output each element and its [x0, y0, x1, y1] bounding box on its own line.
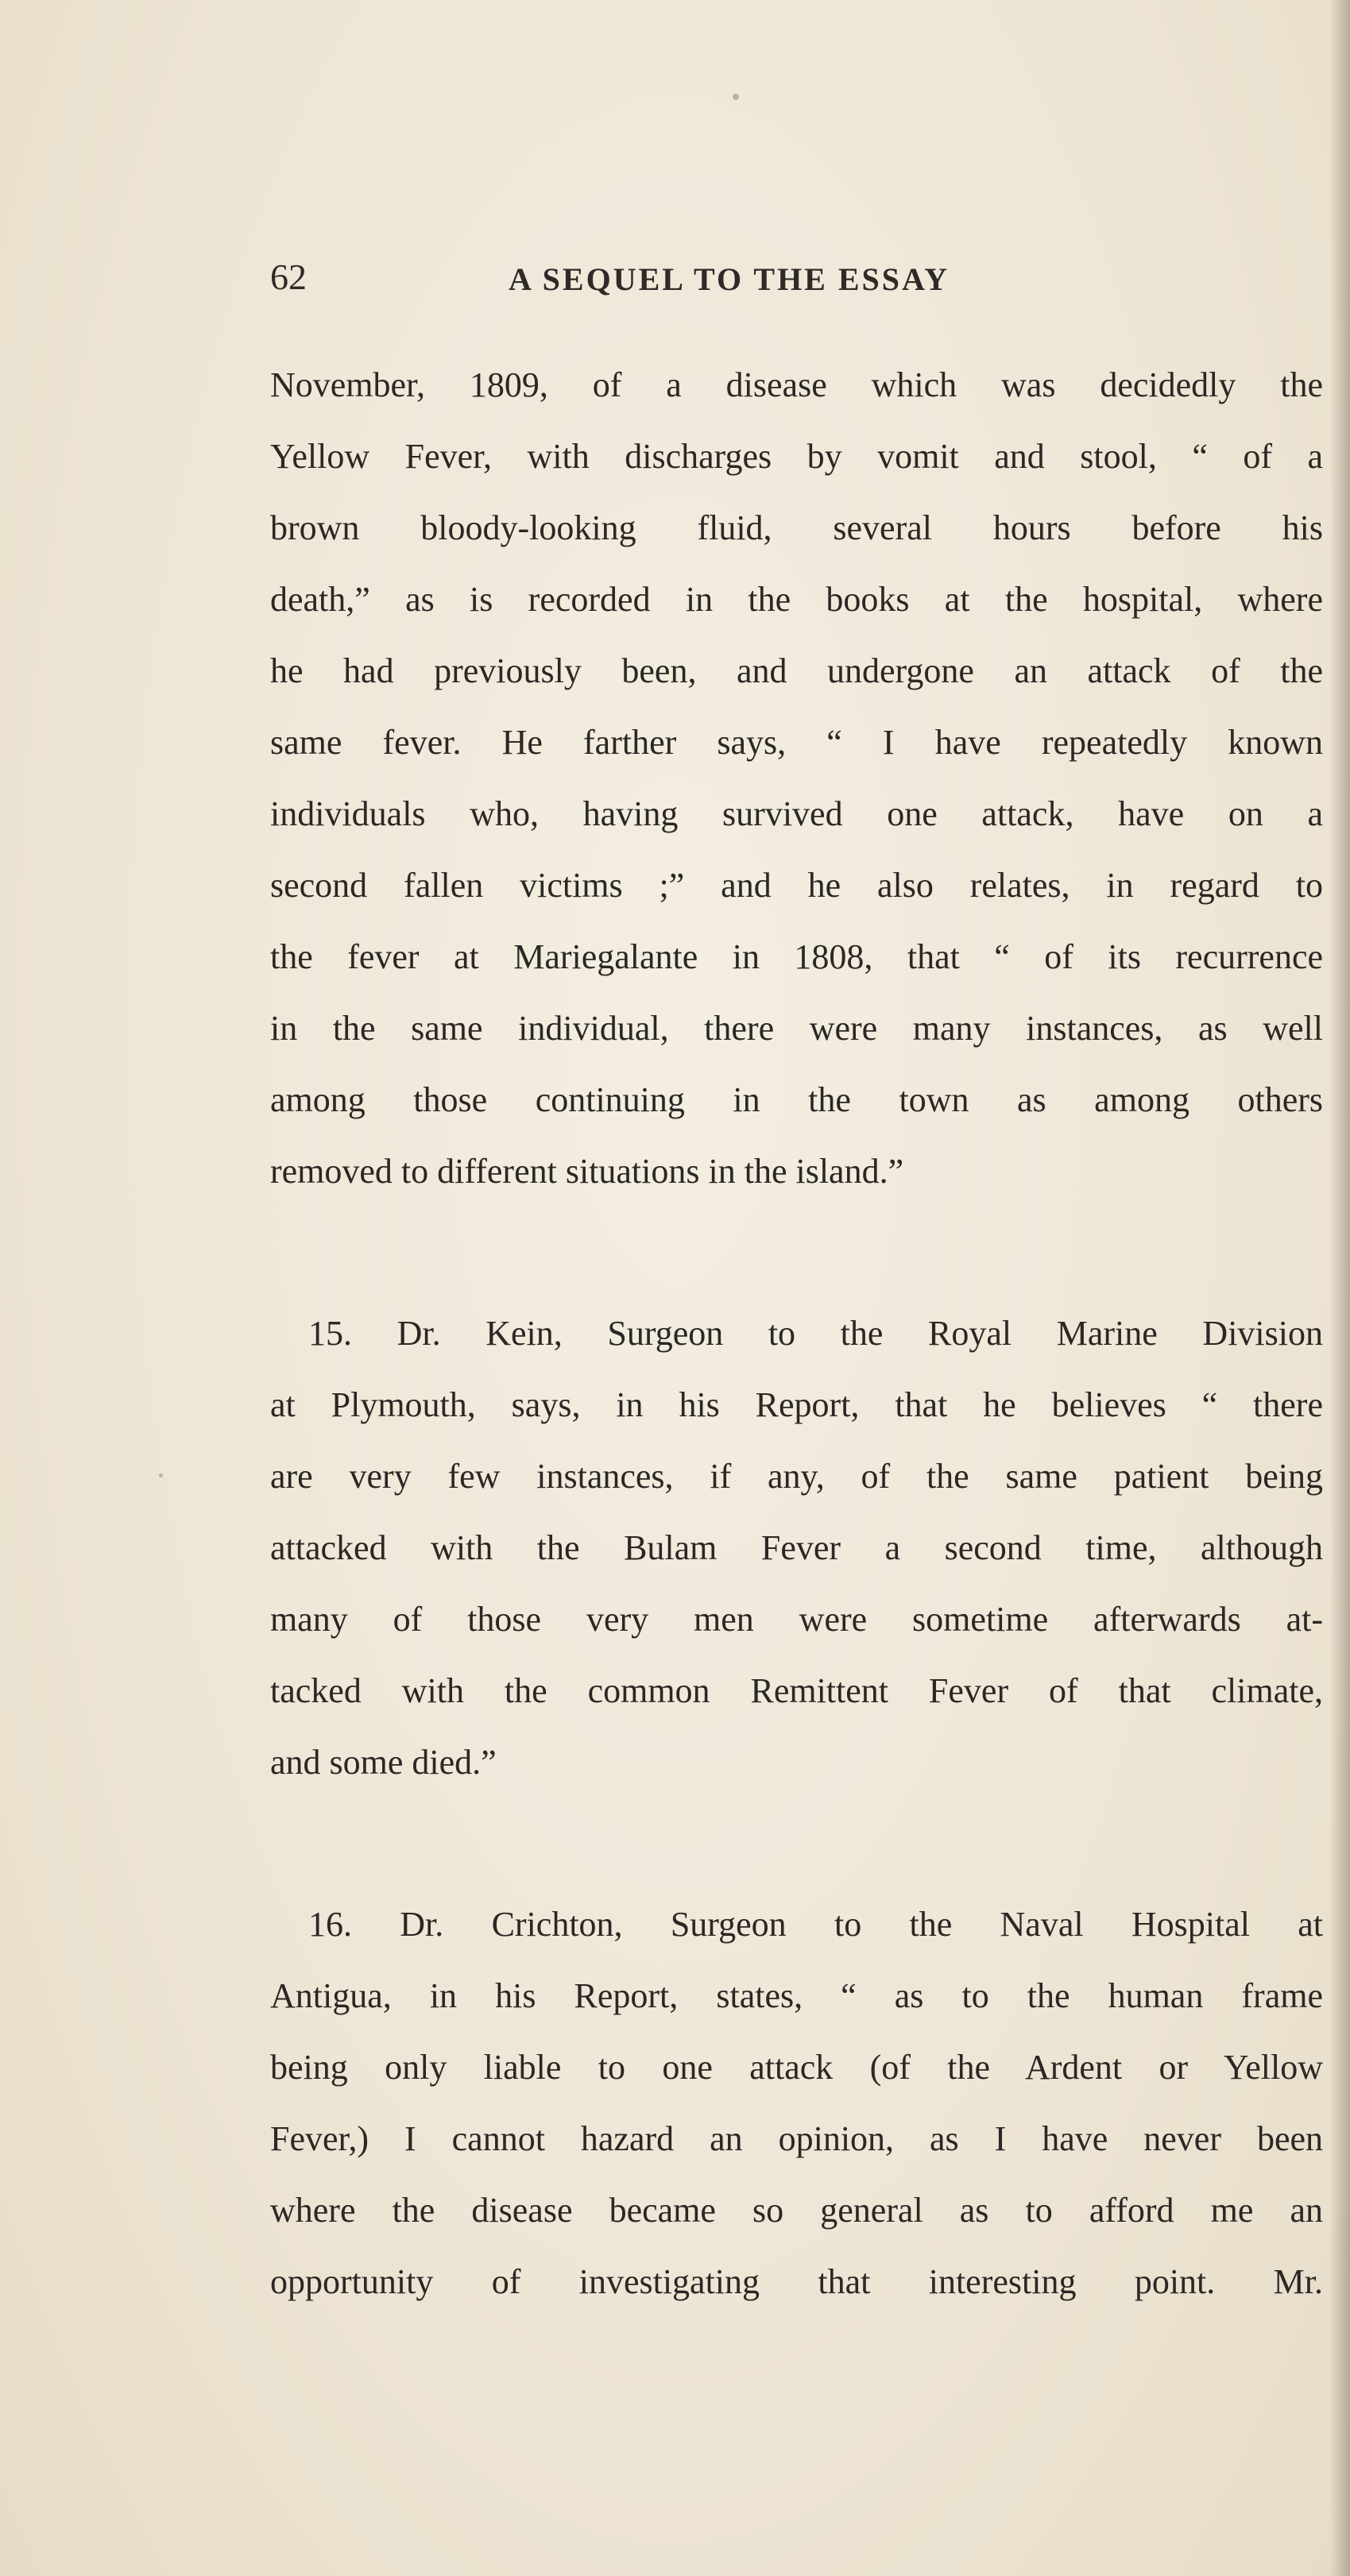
text-line: Fever,) I cannot hazard an opinion, as I have never been [270, 2119, 1323, 2158]
text-line: tacked with the common Remittent Fever of that climate, [270, 1671, 1323, 1710]
text-line: 15. Dr. Kein, Surgeon to the Royal Marine Division [308, 1314, 1323, 1353]
text-line: are very few instances, if any, of the same patient being [270, 1457, 1323, 1496]
text-line: removed to different situations in the island.” [270, 1152, 904, 1191]
text-line: second fallen victims ;” and he also relates, in regard to [270, 866, 1323, 905]
text-line: where the disease became so general as to afford me an [270, 2191, 1323, 2230]
paragraph-15 [270, 1298, 1323, 1798]
running-head-title: A SEQUEL TO THE ESSAY [509, 261, 950, 297]
running-head [270, 256, 1319, 311]
text-line: Antigua, in his Report, states, “ as to the human frame [270, 1976, 1323, 2015]
paragraph-16 [270, 1889, 1323, 2318]
text-line: November, 1809, of a disease which was decidedly the [270, 365, 1323, 404]
paragraph-continued [270, 350, 1323, 1207]
text-line: in the same individual, there were many instances, as well [270, 1009, 1323, 1048]
text-line: opportunity of investigating that interesting point. Mr. [270, 2262, 1323, 2301]
text-line: among those continuing in the town as among others [270, 1080, 1323, 1119]
text-line: same fever. He farther says, “ I have repeatedly known [270, 723, 1323, 762]
paper-speck [733, 94, 739, 100]
paper-speck [159, 1473, 163, 1477]
text-line: many of those very men were sometime afterwards at- [270, 1600, 1323, 1639]
paragraph-gap [270, 1798, 1323, 1889]
text-line: Yellow Fever, with discharges by vomit and stool, “ of a [270, 437, 1323, 476]
text-line: at Plymouth, says, in his Report, that he believes “ there [270, 1385, 1323, 1424]
paragraph-gap [270, 1207, 1323, 1298]
text-line: death,” as is recorded in the books at the hospital, where [270, 580, 1323, 619]
text-line: the fever at Mariegalante in 1808, that “ of its recurrence [270, 937, 1323, 976]
body-text [270, 350, 1323, 2318]
page-edge-shadow [1329, 0, 1350, 2576]
text-line: brown bloody-looking fluid, several hours before his [270, 508, 1323, 547]
text-line: being only liable to one attack (of the Ardent or Yellow [270, 2048, 1323, 2087]
text-line: individuals who, having survived one attack, have on a [270, 794, 1323, 833]
text-line: he had previously been, and undergone an attack of the [270, 651, 1323, 690]
text-line: attacked with the Bulam Fever a second time, although [270, 1528, 1323, 1567]
page-number: 62 [270, 257, 307, 297]
text-line: 16. Dr. Crichton, Surgeon to the Naval Hospital at [308, 1905, 1323, 1944]
text-line: and some died.” [270, 1743, 497, 1782]
